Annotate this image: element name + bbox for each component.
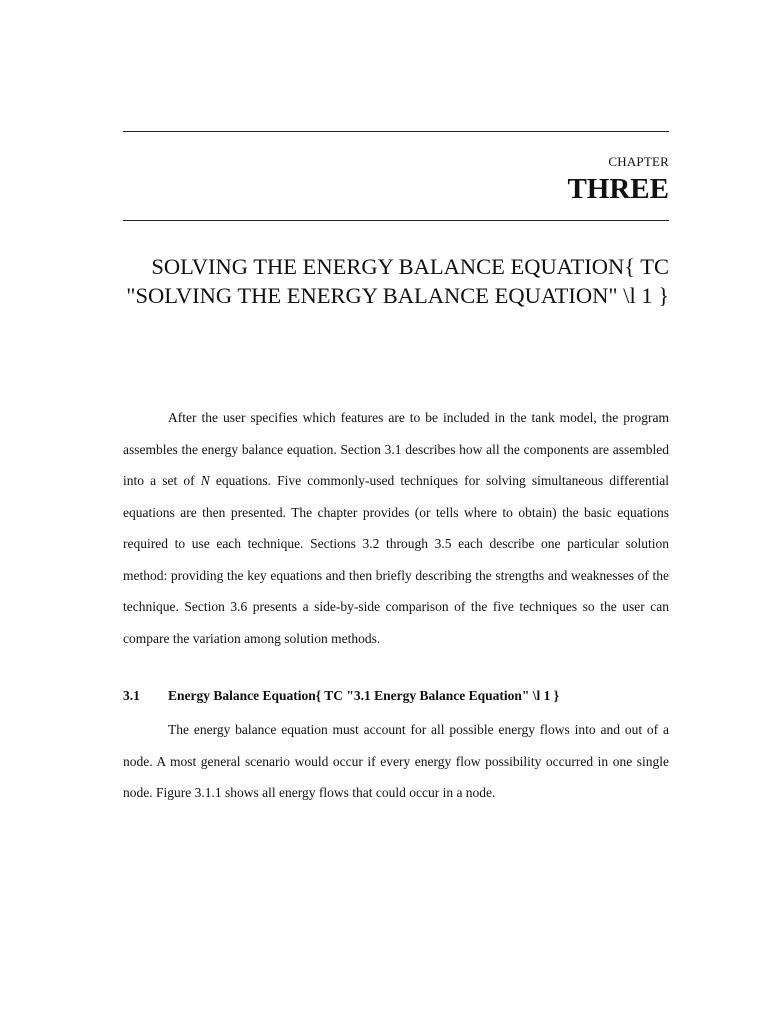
intro-text-part-2: equations. Five commonly-used techniques for solving simultaneous differential equations are then presented. The chapter provides (or tells where to obtain) the basic equations required to use each technique. Sections 3.2 through 3.5 each describe one particular solution method: providing the key equations and then briefly describing the strengths and weaknesses of the technique. Section 3.6 presents a side-by-side comparison of the five techniques so the user can compare the variation among solution methods.	[123, 473, 669, 646]
section-number: 3.1	[123, 688, 140, 703]
section-paragraph	[123, 714, 669, 809]
chapter-title-line-2: "SOLVING THE ENERGY BALANCE EQUATION" \l 1 }	[126, 283, 669, 308]
chapter-number: THREE	[567, 173, 669, 205]
top-divider-rule	[123, 131, 669, 132]
section-heading	[123, 686, 559, 706]
chapter-title-line-1: SOLVING THE ENERGY BALANCE EQUATION{ TC	[151, 254, 669, 279]
n-symbol: N	[200, 473, 210, 488]
chapter-label: CHAPTER	[608, 154, 669, 169]
intro-text-part-1: After the user specifies which features are to be included in the tank model, the program assembles the energy balance equation. Section 3.1 describes how all the components are assembled into a set of	[123, 410, 669, 488]
section-heading-text: Energy Balance Equation{ TC "3.1 Energy Balance Equation" \l 1 }	[168, 688, 560, 703]
intro-paragraph	[123, 402, 669, 654]
section-paragraph-text: The energy balance equation must account for all possible energy flows into and out of a node. A most general scenario would occur if every energy flow possibility occurred in one single node. Figure 3.1.1 shows all energy flows that could occur in a node.	[123, 722, 669, 800]
chapter-divider-rule	[123, 220, 669, 221]
chapter-title	[123, 252, 669, 310]
